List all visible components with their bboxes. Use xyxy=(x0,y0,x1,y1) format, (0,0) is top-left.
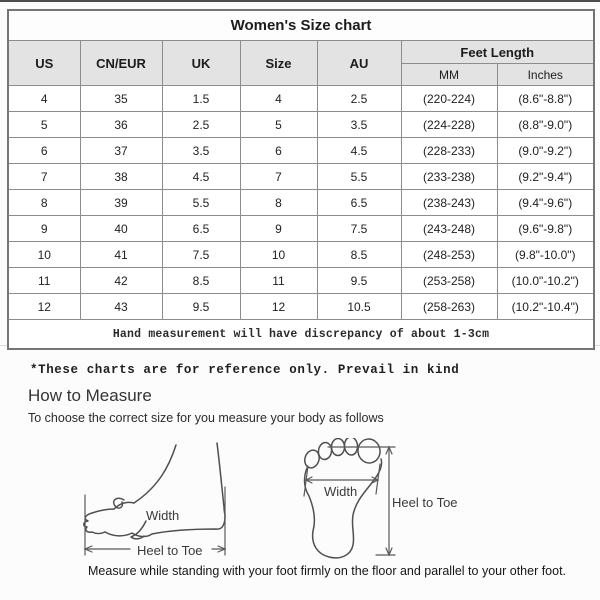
cell-cneur: 35 xyxy=(80,86,162,112)
cell-us: 5 xyxy=(8,112,80,138)
cell-size: 12 xyxy=(240,294,317,320)
cell-au: 9.5 xyxy=(317,268,401,294)
how-to-measure-title: How to Measure xyxy=(28,386,152,405)
cell-mm: (248-253) xyxy=(401,242,497,268)
cell-au: 3.5 xyxy=(317,112,401,138)
table-row xyxy=(8,216,594,242)
cell-au: 10.5 xyxy=(317,294,401,320)
table-footnote: Hand measurement will have discrepancy of about 1-3cm xyxy=(8,320,594,350)
cell-us: 4 xyxy=(8,86,80,112)
cell-size: 5 xyxy=(240,112,317,138)
table-title: Women's Size chart xyxy=(8,10,594,41)
col-header-au: AU xyxy=(317,41,401,86)
cell-inches: (10.2"-10.4") xyxy=(497,294,594,320)
cell-uk: 3.5 xyxy=(162,138,240,164)
col-header-size: Size xyxy=(240,41,317,86)
col-header-feet-length: Feet Length xyxy=(401,41,594,64)
toe-big xyxy=(356,438,382,465)
cell-uk: 7.5 xyxy=(162,242,240,268)
cell-us: 10 xyxy=(8,242,80,268)
cell-size: 8 xyxy=(240,190,317,216)
foot-instep-line xyxy=(134,445,176,503)
reference-note: *These charts are for reference only. Prevail in kind xyxy=(30,363,460,377)
foot-heel-line xyxy=(217,443,225,516)
cell-uk: 1.5 xyxy=(162,86,240,112)
table-row xyxy=(8,190,594,216)
table-row xyxy=(8,268,594,294)
cell-size: 4 xyxy=(240,86,317,112)
cell-mm: (253-258) xyxy=(401,268,497,294)
table-header-row xyxy=(8,41,594,64)
top-width-label: Width xyxy=(324,484,358,499)
cell-inches: (9.0"-9.2") xyxy=(497,138,594,164)
measuring-instruction-caption: Measure while standing with your foot firmly on the floor and parallel to your other foot. xyxy=(88,564,567,578)
cell-mm: (258-263) xyxy=(401,294,497,320)
cell-cneur: 38 xyxy=(80,164,162,190)
cell-uk: 2.5 xyxy=(162,112,240,138)
cell-size: 6 xyxy=(240,138,317,164)
cell-size: 9 xyxy=(240,216,317,242)
cell-inches: (9.8"-10.0") xyxy=(497,242,594,268)
cell-us: 8 xyxy=(8,190,80,216)
cell-size: 11 xyxy=(240,268,317,294)
how-to-measure-subtitle: To choose the correct size for you measure your body as follows xyxy=(28,411,384,425)
top-divider xyxy=(0,0,600,2)
cell-us: 9 xyxy=(8,216,80,242)
col-header-inches: Inches xyxy=(497,64,594,86)
cell-cneur: 37 xyxy=(80,138,162,164)
col-header-mm: MM xyxy=(401,64,497,86)
cell-uk: 9.5 xyxy=(162,294,240,320)
cell-au: 4.5 xyxy=(317,138,401,164)
top-heel-to-toe-label: Heel to Toe xyxy=(392,495,458,510)
cell-cneur: 43 xyxy=(80,294,162,320)
cell-mm: (238-243) xyxy=(401,190,497,216)
cell-cneur: 42 xyxy=(80,268,162,294)
footprint-outline xyxy=(305,459,382,558)
cell-uk: 5.5 xyxy=(162,190,240,216)
col-header-uk: UK xyxy=(162,41,240,86)
cell-mm: (224-228) xyxy=(401,112,497,138)
cell-au: 5.5 xyxy=(317,164,401,190)
table-row xyxy=(8,86,594,112)
cell-cneur: 36 xyxy=(80,112,162,138)
table-row xyxy=(8,294,594,320)
cell-uk: 4.5 xyxy=(162,164,240,190)
foot-toes-curls xyxy=(84,509,114,534)
cell-inches: (8.8"-9.0") xyxy=(497,112,594,138)
foot-toe-knuckle-loop xyxy=(114,498,124,508)
table-row xyxy=(8,164,594,190)
cell-us: 12 xyxy=(8,294,80,320)
cell-cneur: 39 xyxy=(80,190,162,216)
cell-mm: (220-224) xyxy=(401,86,497,112)
toe xyxy=(317,442,332,461)
cell-size: 7 xyxy=(240,164,317,190)
cell-au: 7.5 xyxy=(317,216,401,242)
cell-mm: (233-238) xyxy=(401,164,497,190)
cell-us: 6 xyxy=(8,138,80,164)
table-row xyxy=(8,112,594,138)
cell-inches: (9.6"-9.8") xyxy=(497,216,594,242)
cell-inches: (10.0"-10.2") xyxy=(497,268,594,294)
side-width-label: Width xyxy=(146,508,180,523)
cell-us: 11 xyxy=(8,268,80,294)
size-chart-table xyxy=(7,9,595,350)
cell-inches: (8.6"-8.8") xyxy=(497,86,594,112)
cell-mm: (243-248) xyxy=(401,216,497,242)
col-header-cneur: CN/EUR xyxy=(80,41,162,86)
cell-size: 10 xyxy=(240,242,317,268)
cell-cneur: 41 xyxy=(80,242,162,268)
cell-au: 2.5 xyxy=(317,86,401,112)
cell-us: 7 xyxy=(8,164,80,190)
cell-au: 6.5 xyxy=(317,190,401,216)
cell-mm: (228-233) xyxy=(401,138,497,164)
cell-cneur: 40 xyxy=(80,216,162,242)
table-title-row xyxy=(8,10,594,41)
cell-uk: 6.5 xyxy=(162,216,240,242)
table-footnote-row xyxy=(8,320,594,350)
side-heel-to-toe-label: Heel to Toe xyxy=(137,543,203,558)
cell-au: 8.5 xyxy=(317,242,401,268)
table-row xyxy=(8,138,594,164)
col-header-us: US xyxy=(8,41,80,86)
cell-inches: (9.4"-9.6") xyxy=(497,190,594,216)
cell-uk: 8.5 xyxy=(162,268,240,294)
table-row xyxy=(8,242,594,268)
width-arrow xyxy=(306,477,378,483)
cell-inches: (9.2"-9.4") xyxy=(497,164,594,190)
